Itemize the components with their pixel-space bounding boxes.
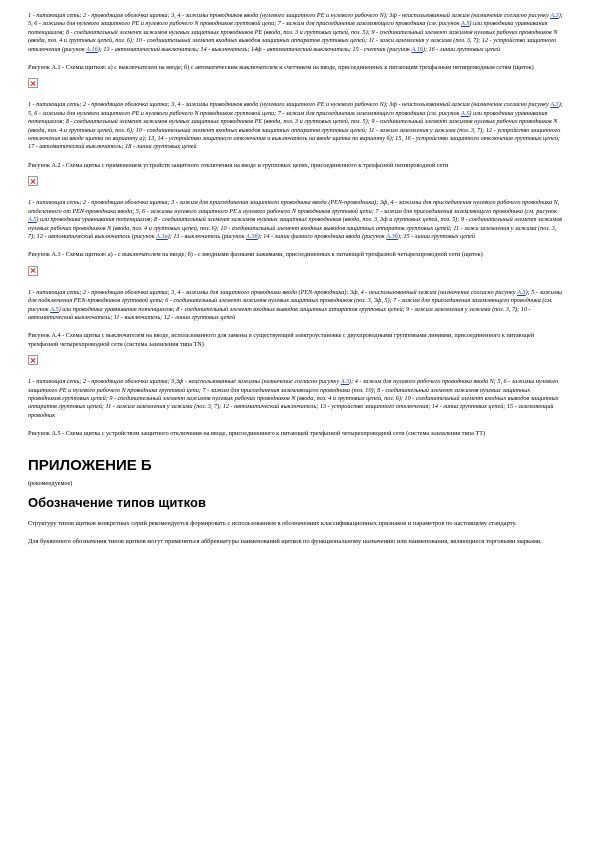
broken-image-icon	[28, 355, 38, 365]
figure-legend: 1 - питающая сеть; 2 - проводящая оболочка щитка; 3, 4 - зажимы для защитного проводника ввода (PEN-проводника); 3ф, 4 - неиспользованный зажим (назначение согласно рисунку А.3); 5 - зажимы для подключения PEN-проводников групповой цепи; 6 - соединительный элемент зажимов нулевых защитных проводников (поз. 3, 3ф, 5); 7 - зажим для присоединения заземляющего проводника (см. рисунок А.5) или проводника уравнивания потенциалов; 8 - соединительный элемент входных выводов защитных аппаратов групповых цепей; 9 - зажим заземления у зажима (поз. 3, 7); 10 - автоматический выключатель; 11 - выключатель; 12 - линии групповых цепей	[28, 288, 562, 321]
figure-legend: 1 - питающая сеть; 2 - проводящая оболочка щитка; 3,3ф - неиспользованные зажимы (назначение согласно рисунку А.3); 4 - зажим для нулевого рабочего проводника ввода N; 5, 6 - зажимы нулевого защитного PE и нулевого рабочего N проводника групповой цепи; 7 - зажим для присоединения заземляющего проводника (поз. 10); 8 - соединительный элемент зажимов нулевых защитных проводников групповых цепей; 9 - соединительный элемент зажимов нулевых рабочих проводников N (ввода, поз. 4 и групповых цепей, поз. 6); 10 - соединительный элемент входных выводов защитных аппаратов групповых цепей; 11 - зажим заземления у зажима (поз. 3, 7); 12 - автоматический выключатель; 13 - устройство защитного отключения; 14 - линии групповых цепей; 15 - заземляющий проводник	[28, 378, 559, 419]
figure-link[interactable]: А.5	[461, 20, 470, 28]
figure-link[interactable]: А.1б	[411, 45, 423, 53]
figure-link[interactable]: А.3а	[156, 232, 168, 240]
broken-image-icon	[28, 266, 38, 276]
figure-caption: Рисунок А.2 - Схема щитка с применением устройств защитного отключения на вводе и групповых цепях, присоединенного к трехфазной пятипроводной сети	[28, 161, 449, 169]
figure-link[interactable]: А.5	[461, 109, 470, 117]
body-paragraph: Для буквенного обозначения типов щитков могут применяться аббревиатуры наименований щитков по функциональному назначению или наименования, являющиеся торговыми марками.	[28, 538, 542, 546]
figure-link[interactable]: А.3	[517, 288, 526, 296]
figure-link[interactable]: А.3б	[246, 232, 258, 240]
figure-caption: Рисунок А.1 - Схемы щитков: а) с выключателем на вводе; б) с автоматическим выключателем и счетчиком на вводе, присоединенных к питающим трехфазным пятипроводным сетям (щиток)	[28, 64, 534, 72]
figure-link[interactable]: А.3	[550, 12, 559, 19]
figure-link[interactable]: А.1б	[86, 45, 98, 53]
document-page	[28, 12, 564, 557]
figure-link[interactable]: А.5	[28, 216, 37, 224]
figure-link[interactable]: А.5	[50, 305, 59, 313]
figure-caption: Рисунок А.3 - Схемы щитков: а) - с выключателем на вводе; б) - с вводными фазными зажимами, присоединенных к питающей трехфазной четырехпроводной сети (щиток)	[28, 251, 483, 259]
appendix-note: (рекомендуемое)	[28, 479, 73, 487]
figure-caption: Рисунок А.5 - Схема щитка с устройством защитного отключения на вводе, присоединенного к питающей трехфазной четырехпроводной сети (система заземления типа TT)	[28, 430, 486, 438]
broken-image-icon	[28, 176, 38, 186]
section-title: Обозначение типов щитков	[28, 494, 206, 510]
body-paragraph: Структуру типов щитков конкретных серий рекомендуется формировать с использованием в обозначениях классификационных признаков и параметров по настоящему стандарту.	[28, 519, 517, 527]
figure-legend: 1 - питающая сеть; 2 - проводящая оболочка щитка; 3 - зажим для присоединения защитного проводника ввода (PEN-проводника); 3ф, 4 - зажимы для присоединения нулевого рабочего проводника N, отделенного от PEN-проводника ввода; 5, 6 - зажимы нулевого защитного PE и нулевого рабочего N проводников групповой цепи; 7 - зажим для присоединения заземляющего проводника (см. рисунок А.5) или проводника уравнивания потенциалов; 8 - соединительный элемент зажимов нулевых защитных проводников (ввода, поз. 3, 3ф и групповых цепей, поз. 5); 9 - соединительный элемент зажимов нулевых рабочих проводников N (ввода, поз. 4 и групповых цепей, поз. 6); 10 - соединительный элемент входных выводов защитных аппаратов групповых цепей; 11 - зажи заземления у зажима (поз. 3, 7); 12 - автоматический выключатель (рисунок А.3а); 13 - выключатель (рисунок А.3б); 14 - линии фазного проводника ввода (рисунок А.3б); 15 - линии групповых цепей	[28, 199, 563, 240]
figure-link[interactable]: А.3б	[386, 232, 398, 240]
appendix-title: ПРИЛОЖЕНИЕ Б	[28, 456, 152, 474]
figure-link[interactable]: А.3	[340, 378, 350, 386]
figure-caption: Рисунок А.4 - Схема щитка с выключателем на вводе, использованного для замены в существующей электроустановке с двухпроводными групповыми линиями, присоединенного к питающей трехфазной четырехпроводной сети (система заземления типа TN)	[28, 332, 535, 348]
figure-legend: 1 - питающая сеть; 2 - проводящая оболочка щитка; 3, 4 - зажимы проводников ввода (нулевого защитного PE и нулевого рабочего N); 3ф - неиспользованный зажим (назначение согласно рисунку А.3); 5, 6 - зажимы для нулевого защитного PE и нулевого рабочего N проводников групповой цепи; 7 - зажим для присоединения заземляющего проводника (см. рисунок А.5) или проводника уравнивания потенциалов; 8 - соединительный элемент зажимов нулевых защитных проводников PE (ввода, поз. 3 и групповых цепей, поз. 5); 9 - соединительный элемент зажимов нулевых рабочих проводников N (ввода, поз. 4 и групповых цепей, поз. 6); 10 - соединительный элемент входных выводов защитных аппаратов групповых цепей; 11 - зажим заземления у зажима (поз. 3, 7); 12 - устройство защитного отключения на вводе щитка по варианту а); 13, 14 - устройство защитного отключения и выключатель на вводе щитка по варианту б); 15, 16 - устройство защитного отключения групповых цепей; 17 - автоматический выключатель; 18 - линии групповых цепей	[28, 101, 563, 151]
broken-image-icon	[28, 78, 38, 88]
figure-link[interactable]: А.3	[550, 101, 559, 109]
figure-legend: 1 - питающая сеть; 2 - проводящая оболочка щитка; 3, 4 - зажимы проводников ввода (нулевого защитного PE и нулевого рабочего N); 3ф - неиспользованный зажим (назначение согласно рисунку А.3); 5, 6 - зажимы для нулевого защитного PE и нулевого рабочего N проводников групповой цепи; 7 - зажим для присоединения заземляющего проводника (см. рисунок А.5) или проводника уравнивания потенциалов; 8 - соединительный элемент зажимов нулевых защитных проводников PE (ввода, поз. 3 и групповых цепей, поз. 5); 9 - соединительный элемент зажимов нулевых рабочих проводников N (ввода, поз. 4 и групповых цепей, поз. 6); 10 - соединительный элемент входных выводов защитных аппаратов групповых цепей; 11 - зажи заземления у зажима (поз. 3, 7); 12 - устройство защитного отключения (рисунок А.1б); 13 - автоматический выключатель; 14 - выключатель; 14ф - автоматический выключатель; 15 - счетчик (рисунок А.1б); 16 - линии групповых цепей	[28, 12, 563, 53]
